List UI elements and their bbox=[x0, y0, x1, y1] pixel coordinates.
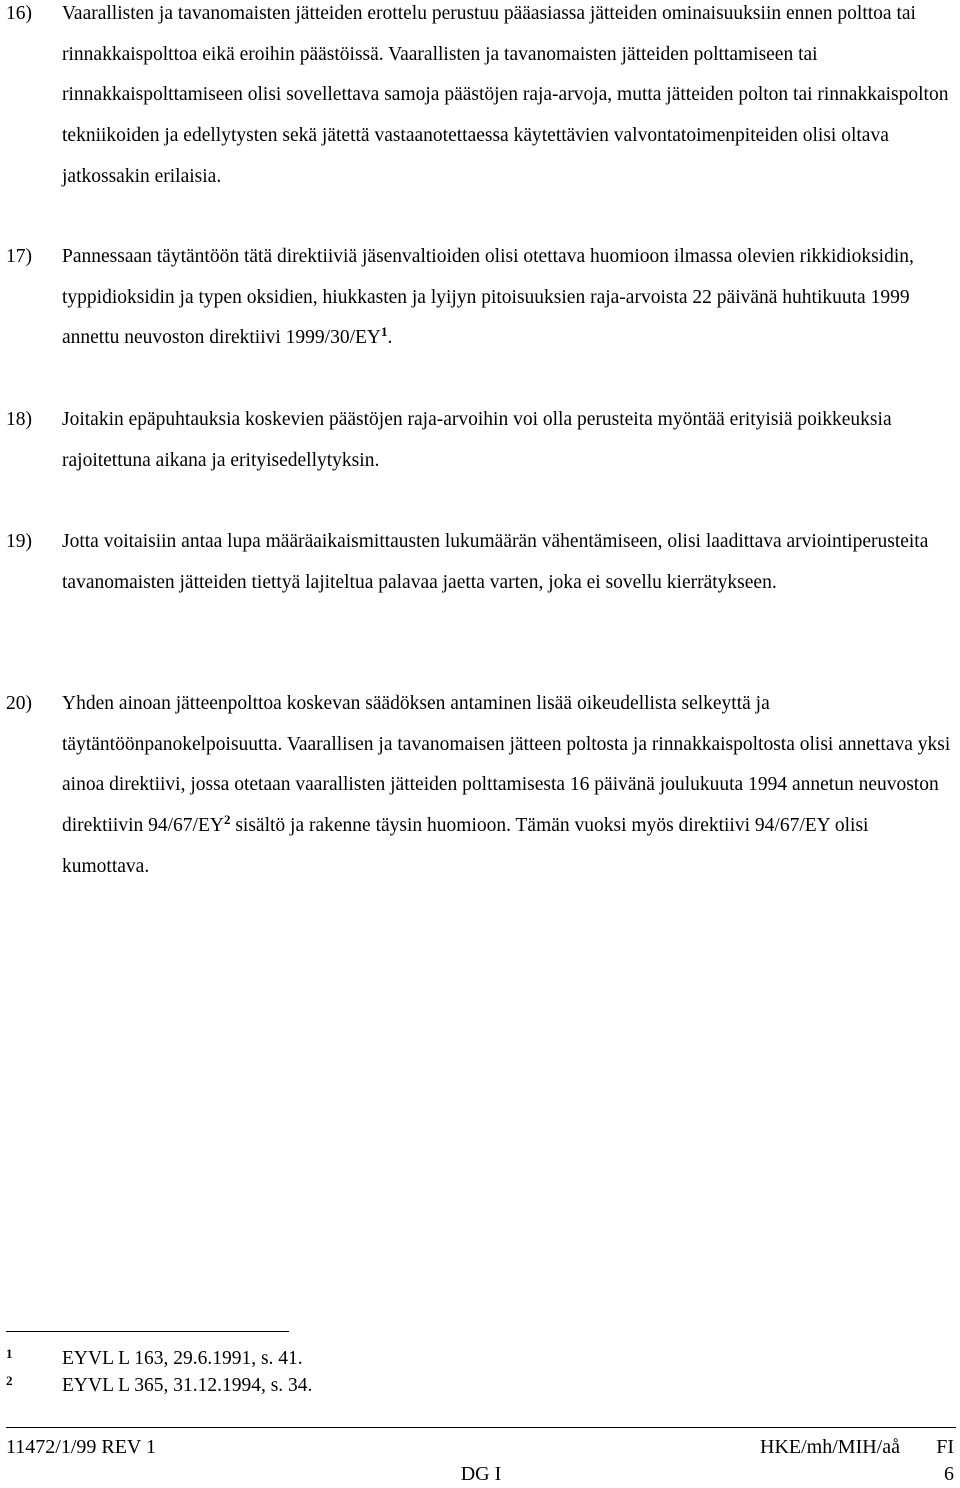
paragraph-number: 18) bbox=[6, 409, 32, 430]
page-number: 6 bbox=[944, 1463, 954, 1485]
footnote-2 bbox=[0, 1372, 900, 1399]
footnote-number: 1 bbox=[6, 1346, 13, 1361]
footnote-text: EYVL L 365, 31.12.1994, s. 34. bbox=[62, 1375, 313, 1396]
paragraph-text-after: sisältö ja rakenne täysin huomioon. Tämän vuoksi myös direktiivi 94/67/EY olisi kumottava. bbox=[62, 815, 869, 877]
footnote-separator bbox=[6, 1331, 289, 1332]
paragraph-17 bbox=[0, 237, 958, 359]
footnote-reference[interactable]: 2 bbox=[223, 812, 231, 828]
paragraph-text: Jotta voitaisiin antaa lupa määräaikaismittausten lukumäärän vähentämiseen, olisi laadittava arviointiperusteita tavanomaisten jätteiden tiettyä lajiteltua palavaa jaetta varten, joka ei sovellu kierrätykseen. bbox=[62, 531, 929, 593]
paragraph-20 bbox=[0, 684, 958, 888]
footnote-1 bbox=[0, 1345, 900, 1372]
paragraph-number: 20) bbox=[6, 693, 32, 714]
paragraph-text-before: Pannessaan täytäntöön tätä direktiiviä jäsenvaltioiden olisi otettava huomioon ilmassa olevien rikkidioksidin, typpidioksidin ja typen oksidien, hiukkasten ja lyijyn pitoisuuksien raja-arvoista 22 päivänä huhtikuuta 1999 annettu neuvoston direktiivi 1999/30/EY bbox=[62, 246, 914, 349]
footnote-reference[interactable]: 1 bbox=[381, 324, 388, 340]
paragraph-number: 19) bbox=[6, 531, 32, 552]
footnotes bbox=[0, 1345, 900, 1399]
footnote-text: EYVL L 163, 29.6.1991, s. 41. bbox=[62, 1348, 303, 1369]
paragraph-number: 17) bbox=[6, 246, 32, 267]
paragraph-16 bbox=[0, 0, 958, 198]
department: DG I bbox=[460, 1463, 502, 1485]
paragraph-text-before: Yhden ainoan jätteenpolttoa koskevan säädöksen antaminen lisää oikeudellista selkeyttä ja täytäntöönpanokelpoisuutta. Vaarallisen ja tavanomaisen jätteen poltosta ja rinnakkaispoltosta olisi annettava yksi ainoa direktiivi, jossa otetaan vaarallisten jätteiden polttamisesta 16 päivänä joulukuuta 1994 annetun neuvoston direktiivin 94/67/EY bbox=[62, 693, 951, 837]
footer-separator bbox=[6, 1427, 956, 1428]
footer-line-1 bbox=[6, 1433, 956, 1461]
document-number: 11472/1/99 REV 1 bbox=[6, 1436, 157, 1458]
language-code: FI bbox=[936, 1436, 954, 1458]
footnote-number: 2 bbox=[6, 1373, 13, 1388]
paragraph-text: Joitakin epäpuhtauksia koskevien päästöjen raja-arvoihin voi olla perusteita myöntää erityisiä poikkeuksia rajoitettuna aikana ja erityisedellytyksin. bbox=[62, 409, 892, 471]
paragraph-text: Vaarallisten ja tavanomaisten jätteiden erottelu perustuu pääasiassa jätteiden ominaisuuksiin ennen polttoa tai rinnakkaispolttoa eikä eroihin päästöissä. Vaarallisten ja tavanomaisten jätteiden polttamiseen tai rinnakkaispolttamiseen olisi sovellettava samoja päästöjen raja-arvoja, mutta jätteiden polton tai rinnakkaispolton tekniikoiden ja edellytysten sekä jätettä vastaanotettaessa käytettävien valvontatoimenpiteiden olisi oltava jatkossakin erilaisia. bbox=[62, 3, 949, 187]
footer-line-2 bbox=[6, 1460, 956, 1488]
paragraph-text-after: . bbox=[387, 327, 393, 349]
paragraph-19 bbox=[0, 522, 958, 603]
author-reference: HKE/mh/MIH/aå bbox=[760, 1436, 900, 1458]
paragraph-number: 16) bbox=[6, 3, 32, 24]
paragraph-text bbox=[62, 684, 958, 888]
paragraph-18 bbox=[0, 400, 958, 481]
paragraph-text bbox=[62, 237, 958, 359]
